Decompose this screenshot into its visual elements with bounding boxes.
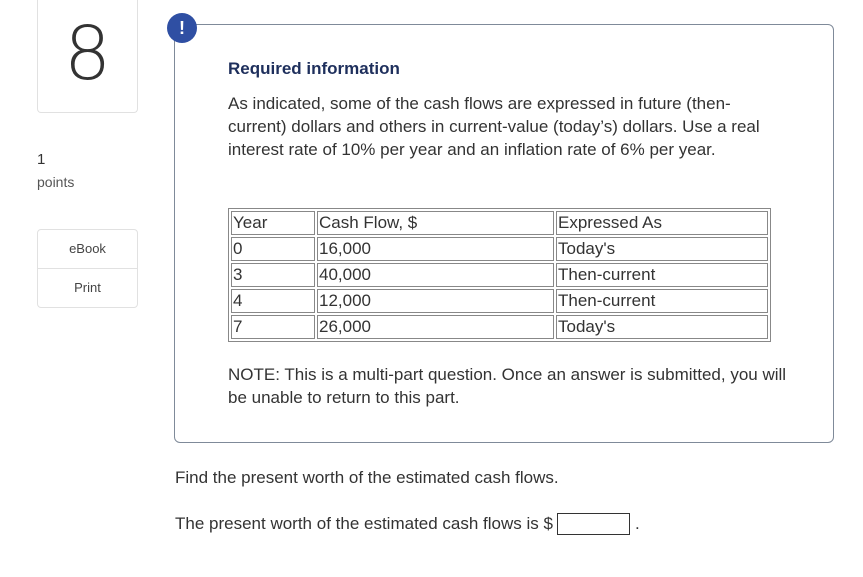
- question-number: 8: [63, 11, 112, 97]
- alert-icon: !: [167, 13, 197, 43]
- print-link[interactable]: Print: [38, 268, 137, 307]
- question-number-box: [37, 0, 138, 113]
- cell-year: 4: [231, 289, 315, 313]
- cell-expressed-as: Then-current: [556, 289, 768, 313]
- info-body: As indicated, some of the cash flows are expressed in future (then-current) dollars and others in current-value (today’s) dollars. Use a real interest rate of 10% per year and an inflation rate of 6% per year.: [228, 94, 760, 159]
- answer-line: [175, 513, 640, 535]
- table-row: [231, 237, 768, 261]
- cell-year: 7: [231, 315, 315, 339]
- cell-cash-flow: 40,000: [317, 263, 554, 287]
- answer-label: The present worth of the estimated cash flows is $: [175, 514, 553, 533]
- cell-expressed-as: Today's: [556, 315, 768, 339]
- present-worth-input[interactable]: [557, 513, 630, 535]
- cash-flow-table: [228, 208, 771, 342]
- cell-year: 0: [231, 237, 315, 261]
- answer-suffix: .: [634, 514, 640, 533]
- cell-cash-flow: 12,000: [317, 289, 554, 313]
- cell-expressed-as: Then-current: [556, 263, 768, 287]
- table-row: [231, 263, 768, 287]
- points-value: 1: [37, 151, 46, 168]
- points-label: points: [37, 174, 75, 190]
- cell-cash-flow: 16,000: [317, 237, 554, 261]
- cell-year: 3: [231, 263, 315, 287]
- header-cash-flow: Cash Flow, $: [317, 211, 554, 235]
- resource-links: [37, 229, 138, 308]
- multi-part-note: NOTE: This is a multi-part question. Once an answer is submitted, you will be unable to return to this part.: [228, 365, 787, 407]
- table-header-row: [231, 211, 768, 235]
- table-row: [231, 315, 768, 339]
- table-row: [231, 289, 768, 313]
- ebook-link[interactable]: eBook: [69, 241, 106, 256]
- question-text: Find the present worth of the estimated cash flows.: [175, 468, 559, 487]
- cell-cash-flow: 26,000: [317, 315, 554, 339]
- header-expressed-as: Expressed As: [556, 211, 768, 235]
- cell-expressed-as: Today's: [556, 237, 768, 261]
- header-year: Year: [231, 211, 315, 235]
- info-title: Required information: [228, 59, 400, 78]
